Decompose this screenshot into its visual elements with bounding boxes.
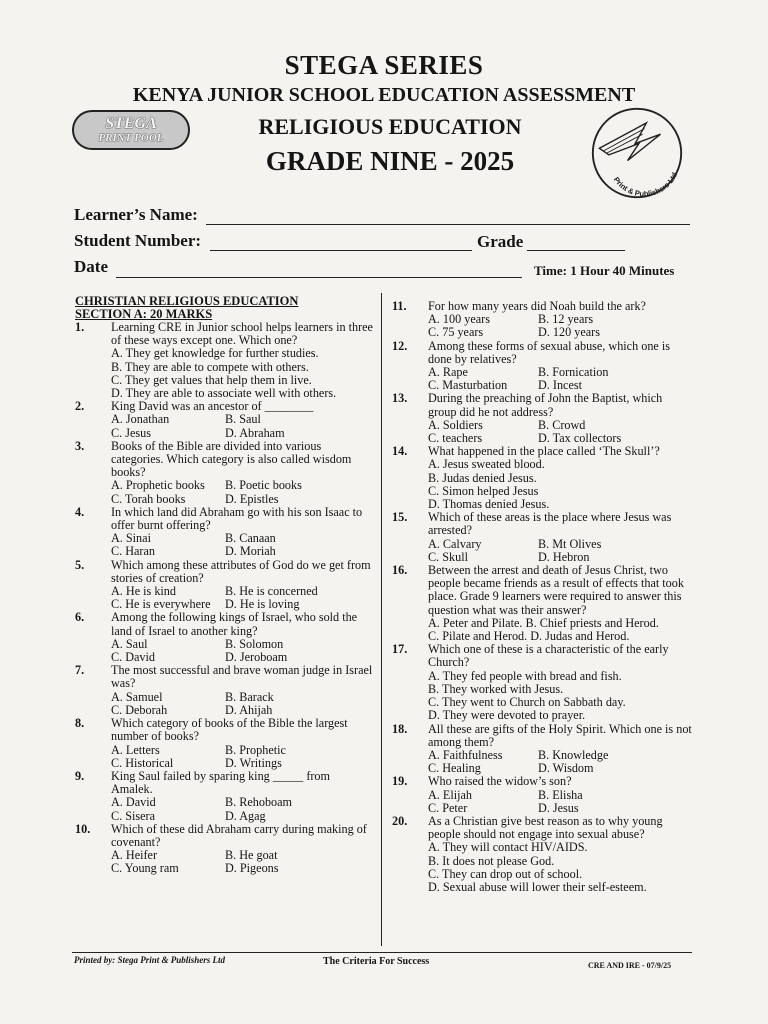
question-7: 7. The most successful and brave woman judge in Israel was? A. Samuel B. Barack C. Deborah D. Ahijah — [75, 663, 373, 717]
option[interactable]: B. They worked with Jesus. — [428, 681, 564, 696]
option[interactable]: D. Tax collectors — [538, 431, 622, 446]
footer-rule — [72, 952, 692, 953]
option[interactable]: D. Writings — [225, 755, 282, 770]
question-4: 4. In which land did Abraham go with his son Isaac to offer burnt offering? A. Sinai B. Canaan C. Haran D. Moriah — [75, 506, 373, 559]
option[interactable]: A. Calvary — [428, 536, 482, 551]
option[interactable]: A. Sinai — [111, 531, 151, 546]
publisher-logo-text: Print & Publishers Ltd — [611, 170, 680, 199]
question-text: Among the following kings of Israel, who sold the land of Israel to another king? — [111, 610, 358, 638]
option[interactable]: A. Samuel — [111, 689, 163, 704]
paper-code: CRE AND IRE - 07/9/25 — [588, 961, 672, 970]
option[interactable]: C. They went to Church on Sabbath day. — [428, 695, 626, 710]
question-6: 6. Among the following kings of Israel, who sold the land of Israel to another king? A. Saul B. Solomon C. David D. Jeroboam — [75, 611, 373, 664]
question-15: 15. Which of these areas is the place where Jesus was arrested? A. Calvary B. Mt Olives C. Skull D. Hebron — [392, 511, 692, 564]
option[interactable]: B. Solomon — [225, 636, 284, 651]
option[interactable]: B. 12 years — [538, 312, 594, 327]
option[interactable]: C. He is everywhere — [111, 597, 211, 612]
question-10: 10. Which of these did Abraham carry during making of covenant? A. Heifer B. He goat C. Young ram D. Pigeons — [75, 823, 373, 876]
question-text: Which of these did Abraham carry during making of covenant? — [111, 821, 367, 849]
assessment-title: KENYA JUNIOR SCHOOL EDUCATION ASSESSMENT — [132, 84, 636, 106]
option[interactable]: B. Canaan — [225, 531, 276, 546]
option[interactable]: B. Rehoboam — [225, 795, 293, 810]
question-20: 20. As a Christian give best reason as to why young people should not engage into sexual abuse? A. They will contact HIV/AIDS. B. It does not please God. C. They can drop out of school. D. Sexual abuse will lower their self-esteem. — [392, 815, 692, 894]
subject-title: RELIGIOUS EDUCATION — [258, 114, 522, 139]
question-9: 9. King Saul failed by sparing king _____ from Amalek. A. David B. Rehoboam C. Sisera D. Agag — [75, 770, 373, 823]
question-text: Books of the Bible are divided into various categories. Which category is also called wisdom books? — [111, 438, 352, 480]
option[interactable]: B. He goat — [225, 848, 278, 863]
option[interactable]: D. Abraham — [225, 425, 285, 440]
option[interactable]: B. Mt Olives — [538, 536, 602, 551]
option[interactable]: B. They are able to compete with others. — [111, 359, 309, 374]
option[interactable]: B. Crowd — [538, 417, 586, 432]
option[interactable]: D. Agag — [225, 808, 266, 823]
question-17: 17. Which one of these is a characteristic of the early Church? A. They fed people with bread and fish. B. They worked with Jesus. C. They went to Church on Sabbath day. D. They were devoted to prayer. — [392, 643, 692, 722]
question-11: 11. For how many years did Noah build the ark? A. 100 years B. 12 years C. 75 years D. 120 years — [392, 300, 692, 340]
option[interactable]: C. Simon helped Jesus — [428, 483, 539, 498]
option[interactable]: C. Young ram — [111, 861, 179, 876]
option[interactable]: C. Historical — [111, 755, 174, 770]
question-text: Which one of these is a characteristic of the early Church? — [428, 642, 669, 670]
question-text: The most successful and brave woman judge in Israel was? — [111, 663, 373, 691]
option[interactable]: A. Soldiers — [428, 417, 483, 432]
option[interactable]: A. 100 years — [428, 312, 490, 327]
option[interactable]: C. Haran — [111, 544, 155, 559]
option[interactable]: C. They can drop out of school. — [428, 866, 583, 881]
question-text: During the preaching of John the Baptist, which group did he not address? — [428, 391, 663, 419]
option[interactable]: D. Thomas denied Jesus. — [428, 497, 550, 512]
option[interactable]: C. David — [111, 650, 156, 665]
option[interactable]: C. teachers — [428, 431, 483, 446]
question-text: Between the arrest and death of Jesus Christ, two people became friends as a result of effects that took place. Grade 9 learners were required to answer this question what was their answer? — [428, 563, 684, 617]
option[interactable]: C. Torah books — [111, 491, 186, 506]
question-14: 14. What happened in the place called ‘The Skull’? A. Jesus sweated blood. B. Judas denied Jesus. C. Simon helped Jesus D. Thomas denied Jesus. — [392, 445, 692, 511]
question-text: As a Christian give best reason as to why young people should not engage into sexual abuse? — [428, 813, 663, 842]
option[interactable]: A. Saul — [111, 636, 148, 651]
option[interactable]: A. Jesus sweated blood. — [428, 457, 545, 472]
option[interactable]: C. Masturbation — [428, 378, 508, 393]
option[interactable]: D. Ahijah — [225, 702, 273, 717]
option[interactable]: B. Judas denied Jesus. — [428, 470, 537, 485]
option[interactable]: D. 120 years — [538, 325, 600, 340]
option[interactable]: B. Saul — [225, 412, 261, 427]
option[interactable]: A. He is kind — [111, 584, 176, 599]
option[interactable]: A. Jonathan — [111, 412, 170, 427]
option[interactable]: D. Sexual abuse will lower their self-esteem. — [428, 879, 647, 894]
question-12: 12. Among these forms of sexual abuse, which one is done by relatives? A. Rape B. Fornication C. Masturbation D. Incest — [392, 340, 692, 393]
question-5: 5. Which among these attributes of God do we get from stories of creation? A. He is kind B. He is concerned C. He is everywhere D. He is loving — [75, 559, 373, 612]
question-8: 8. Which category of books of the Bible the largest number of books? A. Letters B. Prophetic C. Historical D. Writings — [75, 717, 373, 770]
right-column — [392, 300, 692, 894]
option[interactable]: D. Wisdom — [538, 761, 594, 776]
student-number-field[interactable] — [210, 234, 472, 251]
option[interactable]: D. They are able to associate well with others. — [111, 386, 337, 401]
question-3: 3. Books of the Bible are divided into various categories. Which category is also called wisdom books? A. Prophetic books B. Poetic books C. Torah books D. Epistles — [75, 440, 373, 506]
question-text: King Saul failed by sparing king _____ from Amalek. — [111, 768, 331, 797]
option[interactable]: C. Healing — [428, 761, 481, 776]
option[interactable]: A. They get knowledge for further studies. — [111, 346, 319, 361]
grade-field[interactable] — [527, 234, 625, 251]
option[interactable]: A. Letters — [111, 742, 160, 757]
learner-name-field[interactable] — [206, 208, 690, 225]
question-16: 16. Between the arrest and death of Jesus Christ, two people became friends as a result of effects that took place. Grade 9 learners were required to answer this question what was their answer? A. Peter and Pilate. B. Chief priests and Herod. C. Pilate and Herod. D. Judas and Herod. — [392, 564, 692, 643]
question-text: King David was an ancestor of ________ — [111, 399, 314, 414]
grade-label: Grade — [477, 232, 524, 251]
question-text: For how many years did Noah build the ark? — [428, 299, 646, 313]
question-13: 13. During the preaching of John the Baptist, which group did he not address? A. Soldiers B. Crowd C. teachers D. Tax collectors — [392, 392, 692, 445]
left-column — [75, 295, 373, 876]
date-field[interactable] — [116, 261, 522, 278]
option[interactable]: D. They were devoted to prayer. — [428, 708, 586, 723]
publisher-logo — [590, 106, 684, 200]
option[interactable]: C. They get values that help them in live. — [111, 372, 312, 387]
question-text: Who raised the widow’s son? — [428, 774, 572, 789]
question-text: All these are gifts of the Holy Spirit. Which one is not among them? — [428, 721, 692, 749]
question-text: Learning CRE in Junior school helps learners in three of these ways except one. Which one? — [111, 320, 373, 348]
section-title: CHRISTIAN RELIGIOUS EDUCATION — [75, 294, 299, 308]
column-divider — [381, 293, 382, 946]
question-text: In which land did Abraham go with his son Isaac to offer burnt offering? — [111, 504, 363, 533]
option[interactable]: A. They fed people with bread and fish. — [428, 668, 622, 683]
option[interactable]: C. Deborah — [111, 702, 168, 717]
learner-name-label: Learner’s Name: — [74, 205, 198, 224]
option[interactable]: B. It does not please God. — [428, 853, 555, 868]
grade-title: GRADE NINE - 2025 — [265, 146, 515, 176]
question-text: What happened in the place called ‘The Skull’? — [428, 444, 660, 459]
option[interactable]: B. Elisha — [538, 787, 583, 802]
option[interactable]: B. Knowledge — [538, 747, 609, 762]
motto: The Criteria For Success — [323, 956, 430, 967]
option[interactable]: D. Moriah — [225, 544, 276, 559]
option[interactable]: D. Pigeons — [225, 861, 279, 876]
option[interactable]: A. They will contact HIV/AIDS. — [428, 840, 588, 855]
question-19: 19. Who raised the widow’s son? A. Elijah B. Elisha C. Peter D. Jesus — [392, 775, 692, 815]
option[interactable]: C. 75 years — [428, 325, 484, 340]
student-number-label: Student Number: — [74, 231, 202, 250]
option[interactable]: C. Peter — [428, 800, 468, 815]
option[interactable]: D. Jeroboam — [225, 650, 288, 665]
option[interactable]: A. Prophetic books — [111, 478, 205, 493]
option[interactable]: B. He is concerned — [225, 584, 318, 599]
question-18: 18. All these are gifts of the Holy Spirit. Which one is not among them? A. Faithfulness B. Knowledge C. Healing D. Wisdom — [392, 721, 692, 776]
option[interactable]: C. Pilate and Herod. D. Judas and Herod. — [428, 629, 630, 644]
option[interactable]: A. Faithfulness — [428, 747, 503, 762]
option[interactable]: C. Skull — [428, 549, 468, 564]
option[interactable]: A. Peter and Pilate. B. Chief priests and Herod. — [428, 615, 659, 630]
series-title: STEGA SERIES — [284, 50, 484, 80]
option[interactable]: D. Epistles — [225, 491, 279, 506]
date-label: Date — [74, 257, 108, 276]
option[interactable]: A. Elijah — [428, 787, 473, 802]
section-marks: SECTION A: 20 MARKS — [75, 307, 213, 321]
option[interactable]: C. Sisera — [111, 808, 156, 823]
option[interactable]: D. Hebron — [538, 549, 590, 564]
option[interactable]: A. David — [111, 795, 156, 810]
option[interactable]: A. Rape — [428, 365, 468, 380]
option[interactable]: C. Jesus — [111, 425, 151, 440]
option[interactable]: B. Prophetic — [225, 742, 286, 757]
option[interactable]: D. Incest — [538, 378, 582, 393]
question-text: Which among these attributes of God do we get from stories of creation? — [111, 557, 371, 585]
stega-logo: STEGA PRINT POOL — [72, 110, 190, 150]
option[interactable]: A. Heifer — [111, 848, 158, 863]
option[interactable]: B. Fornication — [538, 365, 609, 380]
question-2: 2. King David was an ancestor of ________ A. Jonathan B. Saul C. Jesus D. Abraham — [75, 400, 373, 440]
option[interactable]: D. Jesus — [538, 800, 579, 815]
option[interactable]: B. Barack — [225, 689, 274, 704]
time-allowed: Time: 1 Hour 40 Minutes — [534, 263, 675, 278]
printer-credit: Printed by: Stega Print & Publishers Ltd — [74, 955, 226, 965]
question-text: Which of these areas is the place where Jesus was arrested? — [428, 510, 672, 538]
question-text: Among these forms of sexual abuse, which one is done by relatives? — [428, 338, 671, 366]
question-text: Which category of books of the Bible the largest number of books? — [111, 716, 348, 744]
option[interactable]: B. Poetic books — [225, 478, 302, 493]
option[interactable]: D. He is loving — [225, 597, 300, 612]
question-1: 1. Learning CRE in Junior school helps learners in three of these ways except one. Which one? A. They get knowledge for further studies. B. They are able to compete with others. C. They get values that help them in live. D. They are able to associate well with others. — [75, 320, 373, 401]
